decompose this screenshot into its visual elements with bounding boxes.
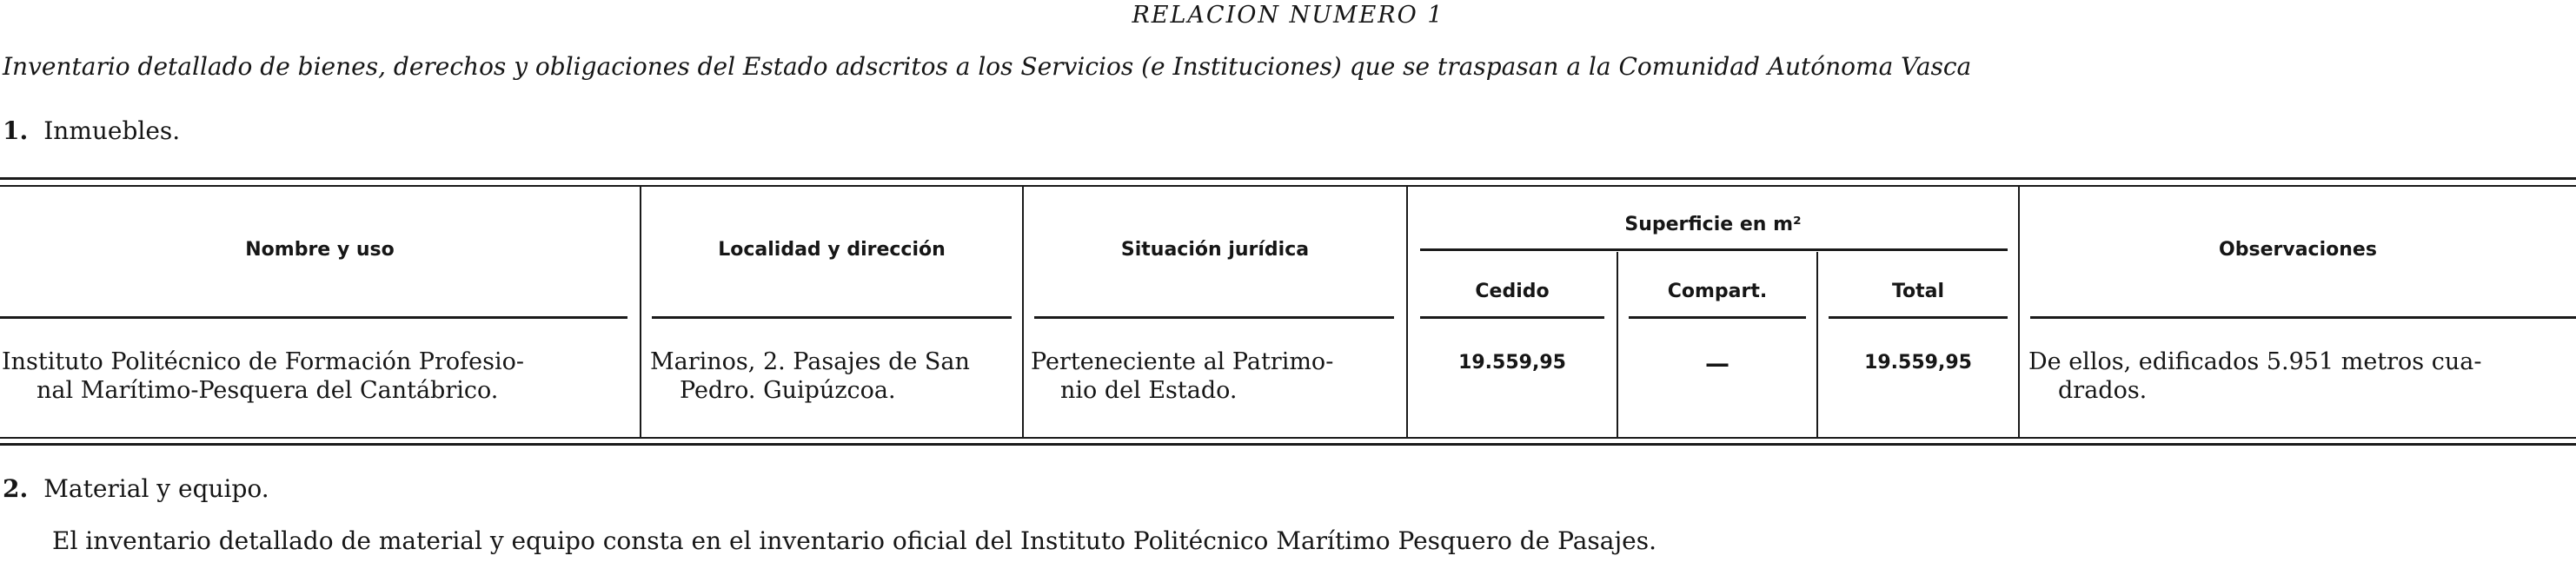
cell-cedido: 19.559,95	[1458, 352, 1566, 374]
cell-nombre: Instituto Politécnico de Formación Profesio- nal Marítimo-Pesquera del Cantábrico.	[2, 348, 524, 404]
document-title: RELACION NUMERO 1	[1132, 2, 1444, 29]
section-paragraph: El inventario detallado de material y equipo consta en el inventario oficial del Instituto Politécnico Marítimo Pesquero de Pasajes.	[52, 526, 1656, 555]
cell-situacion: Perteneciente al Patrimo- nio del Estado.	[1031, 348, 1334, 404]
header-rule	[0, 316, 627, 319]
table-top-rule-inner	[0, 185, 2576, 187]
section-heading-material	[3, 474, 269, 503]
column-divider	[1816, 252, 1818, 437]
cell-localidad: Marinos, 2. Pasajes de San Pedro. Guipúzcoa.	[650, 348, 970, 404]
column-divider	[1617, 252, 1618, 437]
header-total: Total	[1891, 281, 1945, 302]
header-observaciones: Observaciones	[2219, 239, 2377, 261]
section-label: Inmuebles.	[43, 116, 181, 145]
header-rule	[1420, 316, 1604, 319]
cell-compart: —	[1705, 349, 1730, 378]
table-bottom-rule-outer	[0, 443, 2576, 446]
column-divider	[2018, 187, 2020, 437]
section-label: Material y equipo.	[43, 474, 269, 503]
header-cedido: Cedido	[1475, 281, 1550, 302]
header-rule	[652, 316, 1012, 319]
section-heading-inmuebles	[3, 116, 180, 145]
header-rule	[1629, 316, 1806, 319]
header-rule	[1034, 316, 1394, 319]
header-situacion: Situación jurídica	[1120, 239, 1310, 261]
document-subtitle: Inventario detallado de bienes, derechos y obligaciones del Estado adscritos a los Servicios (e Instituciones) que se traspasan a la Comunidad Autónoma Vasca	[3, 52, 1972, 81]
cell-total: 19.559,95	[1864, 352, 1972, 374]
cell-observaciones: De ellos, edificados 5.951 metros cua- drados.	[2028, 348, 2482, 404]
header-nombre: Nombre y uso	[245, 239, 395, 261]
header-rule	[1829, 316, 2008, 319]
table-bottom-rule	[0, 437, 2576, 439]
header-localidad: Localidad y dirección	[718, 239, 946, 261]
column-divider	[1022, 187, 1024, 437]
table-top-rule	[0, 177, 2576, 180]
header-compart: Compart.	[1667, 281, 1768, 302]
header-superficie: Superficie en m²	[1624, 214, 1802, 235]
section-number: 2.	[3, 474, 29, 503]
header-rule	[2030, 316, 2576, 319]
superficie-header-rule	[1420, 248, 2008, 251]
column-divider	[640, 187, 641, 437]
section-number: 1.	[3, 116, 29, 145]
